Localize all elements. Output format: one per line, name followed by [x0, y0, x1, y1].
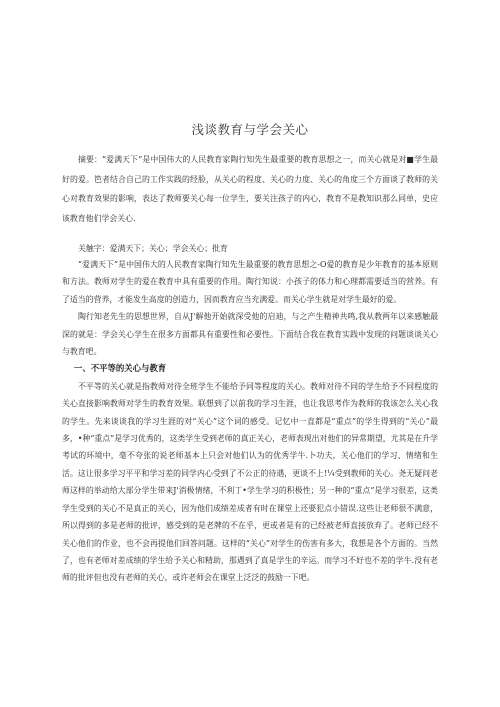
document-title: 浅谈教育与学会关心: [191, 122, 309, 137]
section-heading: 一、不平等的关心与教育: [74, 363, 167, 374]
body-text: [62, 256, 438, 587]
abstract-paragraph: 摘要：“爱满天下”是中国伟大的人民教育家陶行知先生最重要的教育思想之一，而关心就是对■学生最好的爱。笆者结合自己的工作实践的经脸，从关心的程度、关心的力度、关心的角度三个方面谈了教师的关心对教育效果的影响，表达了教师要关心每一位学生，要关注孩子的内心，教育不是教知识那么同单，史应该教育他们学会关心.: [62, 155, 438, 223]
body-paragraph-2: 陶行知老先生的思想世界，自从J'解他开始就深受他的启迪，与之产生精神共鸣,我从教两年以来感触最深的就是：学会关心学生在很多方面都具有重要性和必要性。下面结合我在教育实践中发现的问题谈谈关心与教育吧。: [62, 312, 438, 357]
body-paragraph-1: “爱满天下”是中国伟大的人民教育家陶行知先生最重要的教育思想之-O爱的教育是少年教育的基本原则和方法。教师对学生的爱在教育中具有重要的作用。陶行知说：小孩子的体力和心理都需要适当的营养。有了适当的营养，才能发生高度的创造力，因而教育应当充满爱。而关心学生就是对学生最好的爱。: [62, 260, 438, 304]
document-page: [62, 0, 438, 707]
section-paragraph-1: 不平等的关心就是指教师对待全班学生不能给予同等程度的关心。教师对待不同的学生给予不同程度的关心直接影响教师对学生的教育效果。联想到了以前我的学习生涯，也让我思考作为教师的我该怎么关心我的学生。先来谈谈我的学习生涯的对“关心”这个词的感受。记忆中一直都是“重点”的学生得到的“关心”最多，•种“重点”是学习优秀的，这类学生受到老师的真正关心，老师表现出对他们的异常期望，尤其是在升学考试的环境中，毫不夸张的说老师基本上只会对他们认为的优秀学牛.卜功夫，关心他们的学习、情绪和生活。这让很多学习平平和学习差的同学内心受到了不公正的待遇，更谈不上!¼受到教师的关心。尧无疑问老师这样的举动给大部分学生带来J'消极情绪，不利丁•学生学习的积极性；另一种的“重点”是学习很差，这类学生受到的关心不是真正的关心，因为他们成绩差成者有时在课堂上还要犯点小错误.这些让老师很不满意，所以得到的多是老师的批评，感受到的是老牌的不在乎，更或者是有的已经被老师直接放弃了。老师已经不关心他们的作业，也不会再提他们回答问题。这样的“关心”对学生的伤害有多大，我想是各个方面的。当然了，也有老师对差成绩的学生给予关心和精助，那遇到了真是学生的辛运。而学习不好也不差的学牛.没有老师的批评但也没有老师的关心，或许老师会在课堂上泛泛的鼓励一下吧。: [62, 381, 438, 583]
keywords-line: 关触字：爱满天下；关心；学会关心；批育: [78, 244, 228, 253]
